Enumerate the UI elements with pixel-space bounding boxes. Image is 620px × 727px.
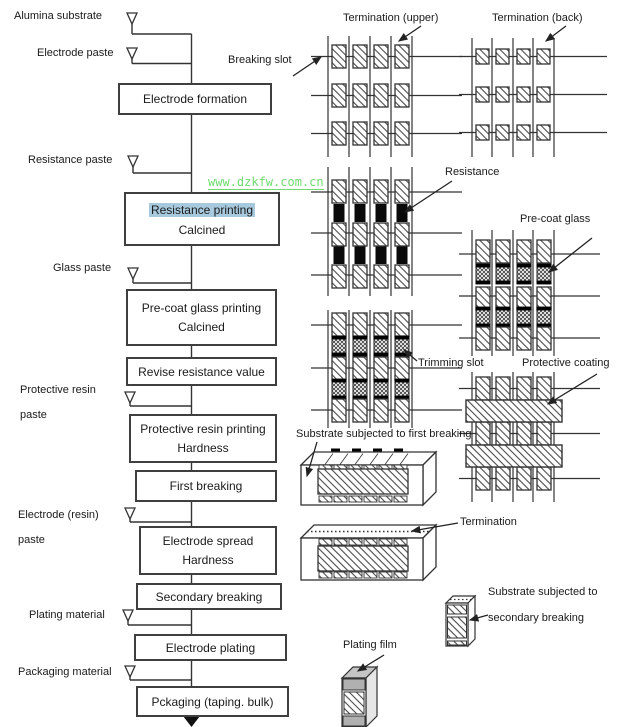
grid-protective-coating [459,372,600,502]
step-label: Secondary breaking [155,589,263,604]
step-electrode-plating [134,634,287,661]
step-packaging [136,686,289,717]
label-termination-back: Termination (back) [492,12,583,24]
step-label: Electrode spread [162,534,254,548]
label-substrate-first: Substrate subjected to first breaking [296,428,472,440]
label-substrate-secondary-2: secondary breaking [488,612,585,624]
label-protective-resin: Protective resin [20,384,96,396]
step-label: Revise resistance value [138,364,265,379]
label-pre-coat-glass: Pre-coat glass [520,213,591,225]
step-revise-resistance-value [126,357,277,386]
label-electrode-resin-2: paste [18,534,45,546]
step-first-breaking [135,470,277,502]
step-label-highlighted: Resistance printing [150,202,254,217]
label-termination-upper: Termination (upper) [343,12,439,24]
step-label: First breaking [169,479,243,493]
step-label: Protective resin printing [140,422,266,436]
label-protective-resin-2: paste [20,409,47,421]
label-protective-coating: Protective coating [522,357,610,369]
step-secondary-breaking [136,583,282,610]
label-plating-film: Plating film [343,639,397,651]
flow-end-arrow [183,716,200,727]
step-label: Pckaging (taping. bulk) [151,694,274,709]
step-electrode-formation [118,83,272,115]
label-plating-material: Plating material [29,609,105,621]
step-label: Hardness [177,441,229,455]
step-precoat-glass-printing [126,289,277,346]
label-trimming-slot: Trimming slot [418,357,484,369]
label-packaging-material: Packaging material [18,666,112,678]
step-resistance-printing [124,192,280,246]
watermark-text: www.dzkfw.com.cn [208,175,324,189]
chip-plating-film [342,667,377,727]
step-label: Hardness [182,553,234,567]
step-label: Electrode plating [165,640,256,655]
label-alumina-substrate: Alumina substrate [14,10,103,22]
step-electrode-spread [139,526,277,575]
step-label: Pre-coat glass printing [141,301,262,315]
label-resistance-paste: Resistance paste [28,154,113,166]
label-glass-paste: Glass paste [53,262,112,274]
step-label: Electrode formation [142,92,248,106]
label-termination: Termination [460,516,517,528]
step-protective-resin-printing [129,414,277,463]
label-electrode-paste: Electrode paste [37,47,114,59]
bar-first-breaking [301,449,436,506]
label-breaking-slot: Breaking slot [228,54,292,66]
chip-secondary-breaking [446,596,475,646]
bar-termination [301,525,436,580]
label-electrode-resin: Electrode (resin) [18,509,99,521]
step-label: Calcined [178,222,226,237]
label-substrate-secondary: Substrate subjected to [488,586,598,598]
label-resistance: Resistance [445,166,500,178]
step-label: Calcined [178,320,225,334]
grid-termination-back [459,38,607,157]
grid-resistance-printed [311,167,462,296]
grid-termination-upper [311,36,462,157]
